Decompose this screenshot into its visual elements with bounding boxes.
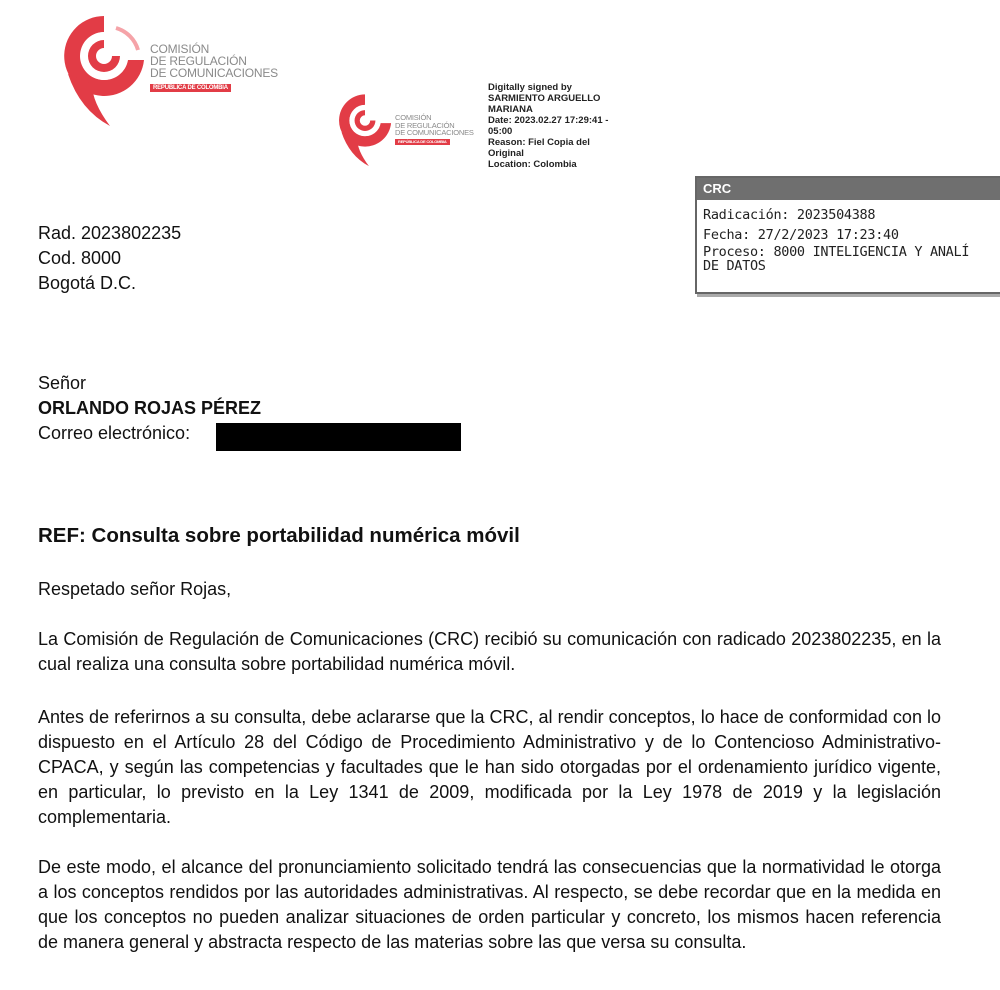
reference-line: REF: Consulta sobre portabilidad numérica móvil <box>38 524 520 547</box>
stamp-proceso: Proceso: 8000 INTELIGENCIA Y ANALÍ <box>703 244 970 260</box>
signature-line: Date: 2023.02.27 17:29:41 - <box>488 115 609 126</box>
code-number: Cod. 8000 <box>38 248 122 268</box>
radicacion-stamp <box>695 176 1000 294</box>
signature-line: SARMIENTO ARGUELLO <box>488 93 601 104</box>
logo-small-line-2: DE REGULACIÓN <box>395 120 455 130</box>
stamp-radicacion: Radicación: 2023504388 <box>703 207 876 223</box>
stamp-fecha: Fecha: 27/2/2023 17:23:40 <box>703 227 899 243</box>
signature-line: Location: Colombia <box>488 159 577 170</box>
recipient-name: ORLANDO ROJAS PÉREZ <box>38 398 262 418</box>
stamp-proceso-continued: DE DATOS <box>703 258 766 274</box>
crc-logo <box>58 10 288 130</box>
signature-line: Original <box>488 148 524 159</box>
signature-line: 05:00 <box>488 126 513 137</box>
signature-line: MARIANA <box>488 104 533 115</box>
logo-small-line-3: DE COMUNICACIONES <box>395 128 474 137</box>
body-paragraph-2: Antes de referirnos a su consulta, debe aclararse que la CRC, al rendir conceptos, lo hace de conformidad con lo dispuesto en el Artículo 28 del Código de Procedimiento Administrativo y de lo Contencioso Administrativo- CPACA, y según las competencias y facultades que le han sido otorgadas por el ordenamiento jurídico vigente, en particular, lo previsto en la Ley 1341 de 2009, modificada por la Ley 1978 de 2019 y la legislación complementaria. <box>38 707 941 827</box>
signature-logo <box>335 90 485 170</box>
signature-line: Digitally signed by <box>488 82 572 93</box>
crc-logo-icon <box>58 10 150 128</box>
body-paragraph-1: La Comisión de Regulación de Comunicaciones (CRC) recibió su comunicación con radicado 2023802235, en la cual realiza una consulta sobre portabilidad numérica móvil. <box>38 629 941 674</box>
logo-country: REPÚBLICA DE COLOMBIA <box>150 84 231 92</box>
logo-line-2: DE REGULACIÓN <box>150 54 247 68</box>
email-label: Correo electrónico: <box>38 423 191 443</box>
logo-small-country: REPÚBLICA DE COLOMBIA <box>395 139 450 145</box>
signature-line: Reason: Fiel Copia del <box>488 137 590 148</box>
radicado-number: Rad. 2023802235 <box>38 223 182 243</box>
digital-signature <box>488 82 648 170</box>
logo-small-line-1: COMISIÓN <box>395 113 432 122</box>
logo-line-3: DE COMUNICACIONES <box>150 66 278 80</box>
logo-line-1: COMISIÓN <box>150 42 210 56</box>
recipient-salutation: Señor <box>38 373 87 393</box>
stamp-header: CRC <box>697 178 1000 200</box>
body-paragraph-3: De este modo, el alcance del pronunciamiento solicitado tendrá las consecuencias que la normatividad le otorga a los conceptos rendidos por las autoridades administrativas. Al respecto, se debe recordar que en la medida en que los conceptos no pueden analizar situaciones de orden particular y concreto, los mismos hacen referencia de manera general y abstracta respecto de las materias sobre las que versa su consulta. <box>38 857 941 952</box>
crc-logo-icon <box>335 90 395 168</box>
greeting: Respetado señor Rojas, <box>38 579 232 599</box>
city: Bogotá D.C. <box>38 273 137 293</box>
document-header-info <box>38 221 181 296</box>
redacted-email <box>216 423 461 451</box>
